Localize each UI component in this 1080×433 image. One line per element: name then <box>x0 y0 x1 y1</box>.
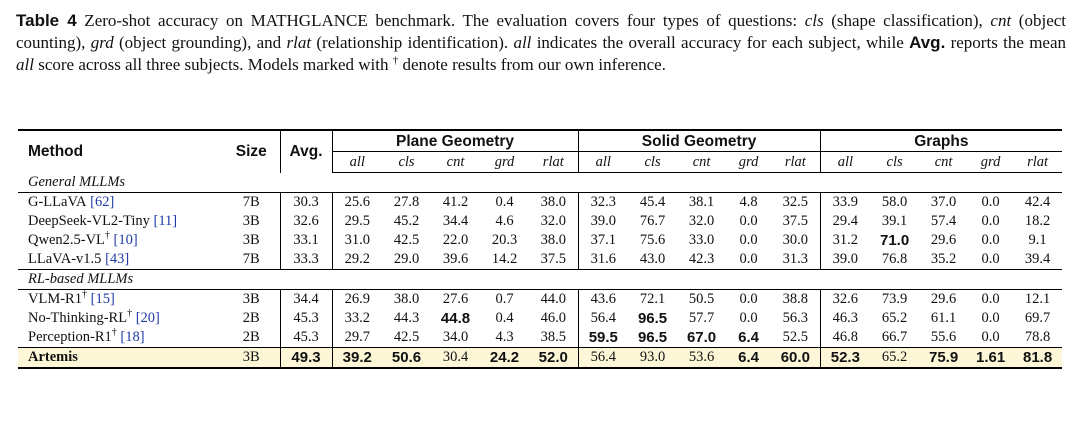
value-cell: 38.1 <box>688 194 715 210</box>
value-cell: 33.0 <box>688 232 715 248</box>
size-cell: 7B <box>242 194 260 210</box>
value-cell: 44.8 <box>440 310 471 327</box>
value-cell: 42.4 <box>1024 194 1051 210</box>
value-cell: 58.0 <box>881 194 908 210</box>
value-cell: 0.0 <box>981 251 1000 267</box>
table-row <box>18 231 1062 250</box>
value-cell: 45.2 <box>393 213 420 229</box>
subheader-all: all <box>820 152 870 173</box>
value-cell: 42.5 <box>393 232 420 248</box>
value-cell: 31.2 <box>820 231 870 250</box>
value-cell: 78.8 <box>1024 329 1051 345</box>
value-cell: 4.3 <box>495 329 514 345</box>
subheader-all: all <box>578 152 628 173</box>
dagger-symbol: † <box>104 230 110 242</box>
value-cell: 32.0 <box>540 213 566 229</box>
value-cell: 65.2 <box>881 310 908 326</box>
value-cell: 0.0 <box>739 310 758 326</box>
value-cell: 31.0 <box>332 231 382 250</box>
caption-term-avg: Avg. <box>909 33 946 52</box>
value-cell: 29.6 <box>930 232 957 248</box>
subheader-rlat: rlat <box>771 152 820 173</box>
value-cell: 76.8 <box>881 251 908 267</box>
section-header <box>18 270 1062 290</box>
caption-term-rlat: rlat <box>286 33 312 52</box>
value-cell: 59.5 <box>578 328 628 348</box>
method-name: Artemis <box>18 348 223 369</box>
subheader-rlat: rlat <box>529 152 578 173</box>
table-row <box>18 193 1062 213</box>
value-cell: 39.4 <box>1024 251 1051 267</box>
value-cell: 32.0 <box>688 213 715 229</box>
value-cell: 71.0 <box>879 232 910 249</box>
value-cell: 18.2 <box>1024 213 1051 229</box>
value-cell: 69.7 <box>1024 310 1051 326</box>
value-cell: 0.0 <box>739 251 758 267</box>
value-cell: 67.0 <box>686 329 717 346</box>
value-cell: 39.0 <box>820 250 870 270</box>
value-cell: 0.0 <box>739 213 758 229</box>
header-method: Method <box>28 143 84 161</box>
value-cell: 56.4 <box>578 309 628 328</box>
subheader-grd: grd <box>968 152 1013 173</box>
caption-text: denote results from our own inference. <box>398 55 666 74</box>
value-cell: 29.0 <box>393 251 420 267</box>
value-cell: 56.4 <box>578 348 628 369</box>
header-plane-geometry: Plane Geometry <box>332 130 578 152</box>
caption-term-cnt: cnt <box>990 11 1012 30</box>
value-cell: 0.0 <box>739 291 758 307</box>
value-cell: 32.3 <box>578 193 628 213</box>
table-caption <box>16 10 1066 76</box>
value-cell: 20.3 <box>491 232 518 248</box>
value-cell: 0.0 <box>981 310 1000 326</box>
method-name <box>18 309 223 328</box>
value-cell: 26.9 <box>332 290 382 310</box>
avg-cell: 45.3 <box>280 309 332 328</box>
value-cell: 0.4 <box>495 310 514 326</box>
value-cell: 81.8 <box>1013 348 1062 369</box>
value-cell: 52.3 <box>820 348 870 369</box>
avg-cell: 34.4 <box>280 290 332 310</box>
value-cell: 38.0 <box>540 232 566 248</box>
value-cell: 46.8 <box>820 328 870 348</box>
value-cell: 52.5 <box>782 329 809 345</box>
value-cell: 75.6 <box>639 232 666 248</box>
value-cell: 39.6 <box>442 251 469 267</box>
model-name: DeepSeek-VL2-Tiny <box>28 213 150 229</box>
value-cell: 29.5 <box>332 212 382 231</box>
value-cell: 34.4 <box>442 213 469 229</box>
value-cell: 29.2 <box>332 250 382 270</box>
dagger-symbol: † <box>81 289 87 301</box>
value-cell: 37.1 <box>578 231 628 250</box>
caption-text: (object grounding), and <box>113 33 287 52</box>
value-cell: 93.0 <box>628 348 677 369</box>
value-cell: 33.2 <box>332 309 382 328</box>
model-name: Qwen2.5-VL <box>28 232 105 248</box>
size-cell: 3B <box>242 232 260 248</box>
value-cell: 56.3 <box>782 310 809 326</box>
value-cell: 27.8 <box>393 194 420 210</box>
caption-text: (object counting), <box>16 11 1067 52</box>
table-row <box>18 250 1062 270</box>
citation-link[interactable]: [11] <box>153 213 178 229</box>
value-cell: 31.6 <box>578 250 628 270</box>
header-avg: Avg. <box>280 130 332 173</box>
value-cell: 0.0 <box>981 329 1000 345</box>
caption-text: score across all three subjects. Models marked with <box>33 55 393 74</box>
value-cell: 53.6 <box>677 348 726 369</box>
citation-link[interactable]: [62] <box>90 194 115 210</box>
value-cell: 4.6 <box>495 213 514 229</box>
size-cell: 7B <box>242 251 260 267</box>
subheader-grd: grd <box>480 152 529 173</box>
header-size: Size <box>235 143 267 161</box>
value-cell: 55.6 <box>930 329 957 345</box>
size-cell: 2B <box>242 310 260 326</box>
table-row <box>18 309 1062 328</box>
value-cell: 42.5 <box>393 329 420 345</box>
value-cell: 0.0 <box>739 232 758 248</box>
value-cell: 45.4 <box>639 194 666 210</box>
value-cell: 24.2 <box>480 348 529 369</box>
value-cell: 25.6 <box>332 193 382 213</box>
subheader-grd: grd <box>726 152 771 173</box>
subheader-rlat: rlat <box>1013 152 1062 173</box>
value-cell: 30.0 <box>782 232 809 248</box>
table-row <box>18 328 1062 348</box>
value-cell: 32.6 <box>820 290 870 310</box>
subheader-cnt: cnt <box>431 152 480 173</box>
method-name <box>18 250 223 270</box>
value-cell: 41.2 <box>442 194 469 210</box>
avg-cell: 33.3 <box>280 250 332 270</box>
value-cell: 38.5 <box>540 329 566 345</box>
citation-link[interactable]: [15] <box>90 291 115 307</box>
table-label: Table 4 <box>16 11 77 30</box>
caption-text: indicates the overall accuracy for each subject, while <box>531 33 910 52</box>
caption-text: reports the mean <box>945 33 1067 52</box>
value-cell: 0.0 <box>981 232 1000 248</box>
size-cell: 3B <box>242 291 260 307</box>
avg-cell: 49.3 <box>280 348 332 369</box>
value-cell: 43.6 <box>578 290 628 310</box>
value-cell: 12.1 <box>1024 291 1051 307</box>
caption-text: Zero-shot accuracy on MATHGLANCE benchmark. The evaluation covers four types of questions: <box>76 11 805 30</box>
size-cell: 2B <box>242 329 260 345</box>
value-cell: 0.0 <box>981 291 1000 307</box>
value-cell: 27.6 <box>442 291 469 307</box>
table-row <box>18 290 1062 310</box>
value-cell: 38.0 <box>540 194 566 210</box>
value-cell: 75.9 <box>919 348 968 369</box>
value-cell: 37.5 <box>782 213 809 229</box>
value-cell: 6.4 <box>726 348 771 369</box>
value-cell: 73.9 <box>881 291 908 307</box>
value-cell: 0.0 <box>981 194 1000 210</box>
highlight-row <box>18 348 1062 369</box>
size-cell: 3B <box>242 213 260 229</box>
value-cell: 76.7 <box>639 213 666 229</box>
value-cell: 30.4 <box>431 348 480 369</box>
method-name <box>18 328 223 348</box>
caption-text: (shape classification), <box>823 11 991 30</box>
value-cell: 50.5 <box>688 291 715 307</box>
citation-link[interactable]: [18] <box>120 329 145 345</box>
value-cell: 0.7 <box>495 291 514 307</box>
value-cell: 61.1 <box>930 310 957 326</box>
model-name: LLaVA-v1.5 <box>28 251 102 267</box>
value-cell: 32.5 <box>782 194 809 210</box>
header-graphs: Graphs <box>820 130 1062 152</box>
table-body <box>18 173 1062 369</box>
value-cell: 39.2 <box>332 348 382 369</box>
results-table <box>18 129 1062 369</box>
avg-cell: 30.3 <box>280 193 332 213</box>
value-cell: 42.3 <box>688 251 715 267</box>
caption-text: (relationship identification). <box>311 33 514 52</box>
model-name: Perception-R1 <box>28 329 112 345</box>
value-cell: 29.6 <box>930 291 957 307</box>
caption-term-cls: cls <box>804 11 824 30</box>
model-name: VLM-R1 <box>28 291 82 307</box>
avg-cell: 33.1 <box>280 231 332 250</box>
value-cell: 6.4 <box>738 329 759 346</box>
section-header <box>18 173 1062 193</box>
header-solid-geometry: Solid Geometry <box>578 130 820 152</box>
caption-term-all: all <box>16 55 34 74</box>
avg-cell: 32.6 <box>280 212 332 231</box>
value-cell: 38.0 <box>393 291 420 307</box>
value-cell: 60.0 <box>771 348 820 369</box>
value-cell: 46.0 <box>540 310 566 326</box>
citation-link[interactable]: [10] <box>113 232 138 248</box>
value-cell: 31.3 <box>782 251 809 267</box>
value-cell: 35.2 <box>930 251 957 267</box>
value-cell: 57.4 <box>930 213 957 229</box>
model-name: G-LLaVA <box>28 194 87 210</box>
value-cell: 44.0 <box>540 291 566 307</box>
method-name <box>18 290 223 310</box>
avg-cell: 45.3 <box>280 328 332 348</box>
caption-term-all: all <box>513 33 532 52</box>
section-title: RL-based MLLMs <box>18 270 1062 290</box>
value-cell: 66.7 <box>881 329 908 345</box>
table-row <box>18 212 1062 231</box>
section-title: General MLLMs <box>18 173 1062 193</box>
dagger-symbol: † <box>111 327 117 339</box>
subheader-cls: cls <box>628 152 677 173</box>
citation-link[interactable]: [43] <box>105 251 130 267</box>
value-cell: 37.5 <box>540 251 566 267</box>
value-cell: 96.5 <box>637 329 668 346</box>
value-cell: 0.0 <box>981 213 1000 229</box>
value-cell: 14.2 <box>491 251 518 267</box>
value-cell: 52.0 <box>529 348 578 369</box>
value-cell: 96.5 <box>637 310 668 327</box>
value-cell: 0.4 <box>495 194 514 210</box>
method-name <box>18 231 223 250</box>
value-cell: 65.2 <box>870 348 919 369</box>
citation-link[interactable]: [20] <box>135 310 160 326</box>
value-cell: 22.0 <box>442 232 469 248</box>
subheader-all: all <box>332 152 382 173</box>
subheader-cls: cls <box>870 152 919 173</box>
size-cell: 3B <box>223 348 280 369</box>
value-cell: 39.1 <box>881 213 908 229</box>
value-cell: 57.7 <box>688 310 715 326</box>
value-cell: 1.61 <box>968 348 1013 369</box>
method-name <box>18 212 223 231</box>
subheader-cnt: cnt <box>677 152 726 173</box>
caption-term-grd: grd <box>90 33 114 52</box>
value-cell: 4.8 <box>739 194 758 210</box>
value-cell: 33.9 <box>820 193 870 213</box>
value-cell: 9.1 <box>1028 232 1047 248</box>
value-cell: 72.1 <box>639 291 666 307</box>
value-cell: 39.0 <box>578 212 628 231</box>
value-cell: 44.3 <box>393 310 420 326</box>
dagger-symbol: † <box>392 54 399 67</box>
value-cell: 38.8 <box>782 291 809 307</box>
dagger-symbol: † <box>127 308 133 320</box>
value-cell: 29.4 <box>820 212 870 231</box>
value-cell: 46.3 <box>820 309 870 328</box>
subheader-cls: cls <box>382 152 431 173</box>
method-name <box>18 193 223 213</box>
model-name: No-Thinking-RL <box>28 310 128 326</box>
subheader-cnt: cnt <box>919 152 968 173</box>
value-cell: 29.7 <box>332 328 382 348</box>
value-cell: 43.0 <box>639 251 666 267</box>
value-cell: 37.0 <box>930 194 957 210</box>
value-cell: 50.6 <box>382 348 431 369</box>
value-cell: 34.0 <box>442 329 469 345</box>
